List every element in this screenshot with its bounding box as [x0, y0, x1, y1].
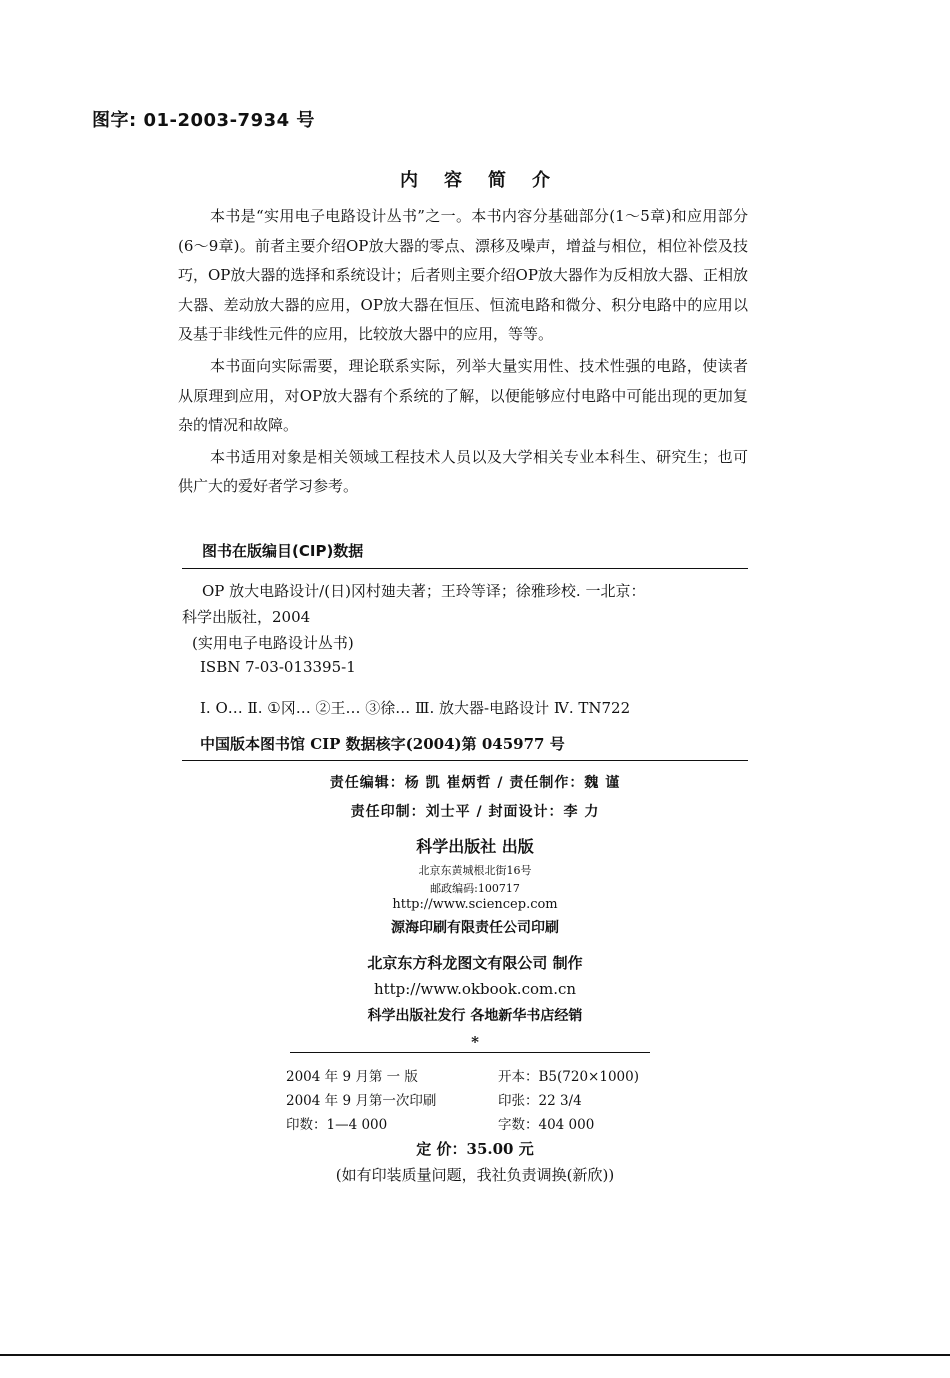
quality-note: (如有印装质量问题，我社负责调换(新欣)): [335, 1166, 615, 1184]
cip-bottom-rule: [182, 760, 748, 761]
cip-line-2: 科学出版社，2004: [182, 608, 311, 626]
abstract-paragraph-2: 本书面向实际需要，理论联系实际，列举大量实用性、技术性强的电路，使读者从原理到应用，对OP放大器有个系统的了解，以便能够应付电路中可能出现的更加复杂的情况和故障。: [178, 356, 748, 435]
maker-url: http://www.okbook.com.cn: [373, 980, 577, 998]
print-credits: 责任印制：刘士平 / 封面设计：李 力: [350, 804, 600, 820]
pub-row-printing: [286, 1089, 656, 1109]
abstract: [178, 202, 748, 504]
editor-credits: 责任编辑：杨 凯 崔炳哲 / 责任制作：魏 谨: [329, 775, 621, 791]
printing: 2004 年 9 月第一次印刷: [286, 1093, 437, 1109]
sheets: 印张：22 3/4: [498, 1093, 582, 1109]
cip-number: 中国版本图书馆 CIP 数据核字(2004)第 045977 号: [200, 735, 565, 753]
cip-heading: 图书在版编目(CIP)数据: [202, 542, 364, 560]
pub-row-edition: [286, 1065, 656, 1085]
cip-line-3: (实用电子电路设计丛书): [192, 634, 354, 652]
publisher-name: 科学出版社 出版: [416, 837, 534, 856]
pub-row-copies: [286, 1113, 656, 1133]
printer-name: 源海印刷有限责任公司印刷: [391, 920, 559, 936]
abstract-paragraph-1: 本书是“实用电子电路设计丛书”之一。本书内容分基础部分(1～5章)和应用部分(6～9章)。前者主要介绍OP放大器的零点、漂移及噪声，增益与相位，相位补偿及技巧，OP放大器的选择和系统设计；后者则主要介绍OP放大器作为反相放大器、正相放大器、差动放大器的应用，OP放大器在恒压、恒流电路和微分、积分电路中的应用以及基于非线性元件的应用，比较放大器中的应用，等等。: [178, 207, 748, 344]
page-bottom-rule: [0, 1354, 950, 1356]
copies: 印数：1—4 000: [286, 1117, 388, 1133]
publisher-address: 北京东黄城根北街16号: [418, 864, 532, 877]
format: 开本：B5(720×1000): [498, 1069, 639, 1085]
publisher-url: http://www.sciencep.com: [392, 897, 558, 912]
separator-star: *: [471, 1033, 479, 1051]
price: 定 价：35.00 元: [416, 1140, 534, 1158]
distribution: 科学出版社发行 各地新华书店经销: [367, 1008, 583, 1024]
publisher-postcode: 邮政编码:100717: [430, 882, 520, 895]
page-title: 内容简介: [400, 170, 576, 191]
edition: 2004 年 9 月第 一 版: [286, 1069, 418, 1085]
cip-top-rule: [182, 568, 748, 569]
cip-line-1: OP 放大电路设计/(日)冈村廸夫著；王玲等译；徐雅珍校. 一北京：: [202, 582, 646, 600]
word-count: 字数：404 000: [498, 1117, 595, 1133]
pub-details-rule: [290, 1052, 650, 1053]
cip-isbn: ISBN 7-03-013395-1: [200, 658, 356, 676]
license-code: 图字: 01-2003-7934 号: [92, 110, 315, 131]
cip-classification: Ⅰ. O… Ⅱ. ①冈… ②王… ③徐… Ⅲ. 放大器-电路设计 Ⅳ. TN722: [200, 699, 631, 717]
abstract-paragraph-3: 本书适用对象是相关领域工程技术人员以及大学相关专业本科生、研究生；也可供广大的爱好者学习参考。: [178, 447, 748, 496]
maker-name: 北京东方科龙图文有限公司 制作: [367, 954, 583, 972]
